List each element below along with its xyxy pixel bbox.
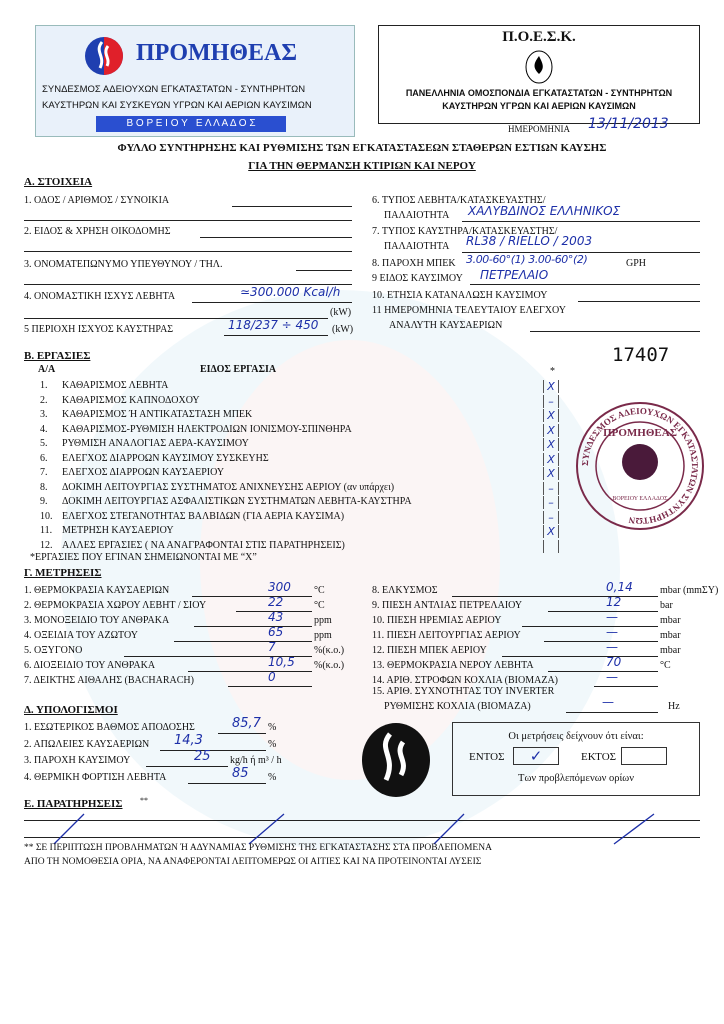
inverter-label: 15. ΑΡΙΘ. ΣΥΧΝΟΤΗΤΑΣ ΤΟΥ INVERTER: [372, 686, 555, 697]
task-number: 6.: [40, 452, 48, 464]
boiler-age-label: ΠΑΛΑΙΟΤΗΤΑ: [384, 210, 450, 221]
boiler-type-value: ΧΑΛΥΒΔΙΝΟΣ ΕΛΛΗΝΙΚΟΣ: [468, 204, 621, 218]
measurement-unit: %(κ.ο.): [314, 660, 345, 671]
burner-type-label: 7. ΤΥΠΟΣ ΚΑΥΣΤΗΡΑ/ΚΑΤΑΣΚΕΥΑΣΤΗΣ/: [372, 226, 558, 237]
calculation-label: 2. ΑΠΩΛΕΙΕΣ ΚΑΥΣΑΕΡΙΩΝ: [24, 738, 150, 750]
task-label: ΔΟΚΙΜΗ ΛΕΙΤΟΥΡΓΙΑΣ ΑΣΦΑΛΙΣΤΙΚΩΝ ΣΥΣΤΗΜΑΤΩΝ ΛΕΒΗΤΑ-ΚΑΥΣΤΗΡΑ: [62, 496, 412, 507]
measurement-value: 22: [268, 595, 284, 609]
measurement-label: 2. ΘΕΡΜΟΚΡΑΣΙΑ ΧΩΡΟΥ ΛΕΒΗΤ / ΣΙΟΥ: [24, 600, 207, 611]
promitheas-logo: [35, 25, 355, 137]
task-checkbox[interactable]: –: [543, 496, 559, 509]
boiler-power-field[interactable]: [192, 302, 352, 303]
building-type-field[interactable]: [200, 237, 352, 238]
task-label: ΕΛΕΓΧΟΣ ΔΙΑΡΡΟΩΝ ΚΑΥΣΙΜΟΥ ΣΥΣΚΕΥΗΣ: [62, 452, 269, 464]
date-value: 13/11/2013: [588, 116, 669, 132]
measurement-field[interactable]: [502, 656, 658, 657]
burner-type-value: RL38 / RIELLO / 2003: [466, 234, 593, 248]
burner-age-label: ΠΑΛΑΙΟΤΗΤΑ: [384, 241, 450, 252]
inverter-value: —: [602, 695, 614, 709]
gph-unit: GPH: [626, 258, 647, 269]
measurement-field[interactable]: [174, 641, 312, 642]
task-number: 1.: [40, 380, 48, 391]
calculation-value: 25: [194, 749, 211, 764]
section-a-title: Α. ΣΤΟΙΧΕΙΑ: [24, 176, 93, 188]
poesk-line1: ΠΑΝΕΛΛΗΝΙΑ ΟΜΟΣΠΟΝΔΙΑ ΕΓΚΑΤΑΣΤΑΤΩΝ - ΣΥΝΤΗΡΗΤΩΝ: [405, 88, 673, 98]
task-checkbox[interactable]: [543, 540, 559, 553]
section-e-title: Ε. ΠΑΡΑΤΗΡΗΣΕΙΣ: [24, 798, 123, 810]
measurement-field[interactable]: [544, 641, 658, 642]
svg-text:ΒΟΡΕΙΟΥ ΕΛΛΑΔΟΣ: ΒΟΡΕΙΟΥ ΕΛΛΑΔΟΣ: [612, 496, 668, 502]
footnote-2: ΑΠΟ ΤΗ ΝΟΜΟΘΕΣΙΑ ΟΡΙΑ, ΝΑ ΑΝΑΦΕΡΟΝΤΑΙ ΛΕΠΤΟΜΕΡΩΣ ΟΙ ΑΙΤΙΕΣ ΚΑΙ ΝΑ ΠΡΟΤΕΙΝΟΝΤΑΙ ΛΥΣΕΙΣ: [24, 857, 482, 867]
measurement-label: 13. ΘΕΡΜΟΚΡΑΣΙΑ ΝΕΡΟΥ ΛΕΒΗΤΑ: [372, 660, 534, 671]
form-title: ΦΥΛΛΟ ΣΥΝΤΗΡΗΣΗΣ ΚΑΙ ΡΥΘΜΙΣΗΣ ΤΩΝ ΕΓΚΑΤΑΣΤΑΣΕΩΝ ΣΤΑΘΕΡΩΝ ΕΣΤΙΩΝ ΚΑΥΣΗΣ: [117, 142, 607, 154]
measurement-value: 43: [268, 610, 284, 624]
measurement-field[interactable]: [188, 671, 312, 672]
inside-checkbox[interactable]: ✓: [513, 747, 559, 765]
measurement-value: 0,14: [606, 580, 633, 594]
measurement-label: 11. ΠΙΕΣΗ ΛΕΙΤΟΥΡΓΙΑΣ ΑΕΡΙΟΥ: [372, 630, 521, 641]
kw-unit: (kW): [330, 307, 352, 318]
task-label: ΑΛΛΕΣ ΕΡΓΑΣΙΕΣ ( ΝΑ ΑΝΑΓΡΑΦΟΝΤΑΙ ΣΤΙΣ ΠΑΡΑΤΗΡΗΣΕΙΣ): [62, 539, 345, 551]
section-d-title: Δ. ΥΠΟΛΟΓΙΣΜΟΙ: [24, 704, 118, 716]
task-label: ΚΑΘΑΡΙΣΜΟΣ ΚΑΠΝΟΔΟΧΟΥ: [62, 394, 200, 406]
task-number: 8.: [40, 481, 48, 493]
annual-consumption-field[interactable]: [578, 301, 700, 302]
task-label: ΕΛΕΓΧΟΣ ΣΤΕΓΑΝΟΤΗΤΑΣ ΒΑΛΒΙΔΩΝ (ΓΙΑ ΑΕΡΙΑ ΚΑΥΣΙΜΑ): [62, 510, 345, 522]
street-field[interactable]: [232, 206, 352, 207]
measurement-unit: mbar: [660, 645, 681, 656]
form-subtitle: ΓΙΑ ΤΗΝ ΘΕΡΜΑΝΣΗ ΚΤΙΡΙΩΝ ΚΑΙ ΝΕΡΟΥ: [248, 160, 476, 172]
measurement-field[interactable]: [192, 596, 312, 597]
limits-title: Οι μετρήσεις δείχνουν ότι είναι:: [508, 731, 644, 742]
calculation-field[interactable]: [146, 766, 228, 767]
task-checkbox[interactable]: –: [543, 395, 559, 408]
building-type-label: 2. ΕΙΔΟΣ & ΧΡΗΣΗ ΟΙΚΟΔΟΜΗΣ: [24, 226, 171, 237]
measurement-unit: ppm: [314, 615, 332, 626]
poesk-name: Π.Ο.Ε.Σ.Κ.: [502, 29, 576, 45]
measurement-label: 7. ΔΕΙΚΤΗΣ ΑΙΘΑΛΗΣ (BACHARACH): [24, 675, 194, 686]
measurement-value: —: [606, 625, 618, 639]
form-number: 17407: [612, 344, 670, 366]
task-number: 2.: [40, 394, 48, 406]
footnote-1: ** ΣΕ ΠΕΡΙΠΤΩΣΗ ΠΡΟΒΛΗΜΑΤΩΝ Ή ΑΔΥΝΑΜΙΑΣ ΡΥΘΜΙΣΗΣ ΤΗΣ ΕΓΚΑΤΑΣΤΑΣΗΣ ΣΤΑ ΠΡΟΒΛΕΠΟΜΕΝΑ: [24, 843, 492, 853]
measurement-unit: mbar: [660, 615, 681, 626]
task-number: 5.: [40, 438, 48, 449]
stars: **: [140, 796, 148, 805]
measurement-field[interactable]: [548, 671, 658, 672]
outside-checkbox[interactable]: [621, 747, 667, 765]
burner-range-label: 5 ΠΕΡΙΟΧΗ ΙΣΧΥΟΣ ΚΑΥΣΤΗΡΑΣ: [24, 324, 174, 335]
inverter-label-2: ΡΥΘΜΙΣΗΣ ΚΟΧΛΙΑ (ΒΙΟΜΑΖΑ): [384, 701, 531, 712]
task-label: ΚΑΘΑΡΙΣΜΟΣ-ΡΥΘΜΙΣΗ ΗΛΕΚΤΡΟΔΙΩΝ ΙΟΝΙΣΜΟΥ-ΣΠΙΝΘΗΡΑ: [62, 423, 352, 435]
responsible-field[interactable]: [296, 270, 352, 271]
limits-box: [452, 722, 700, 796]
calculation-unit: %: [268, 771, 277, 783]
measurement-value: 10,5: [268, 655, 295, 669]
section-c-title: Γ. ΜΕΤΡΗΣΕΙΣ: [24, 567, 102, 579]
nozzle-label: 8. ΠΑΡΟΧΗ ΜΠΕΚ: [372, 258, 456, 269]
flame-emblem-icon: [360, 722, 432, 798]
limits-footer: Των προβλεπόμενων ορίων: [518, 773, 634, 784]
measurement-field[interactable]: [594, 686, 658, 687]
fuel-type-value: ΠΕΤΡΕΛΑΙΟ: [480, 268, 549, 282]
task-label: ΡΥΘΜΙΣΗ ΑΝΑΛΟΓΙΑΣ ΑΕΡΑ-ΚΑΥΣΙΜΟΥ: [62, 438, 249, 449]
boiler-power-label: 4. ΟΝΟΜΑΣΤΙΚΗ ΙΣΧΥΣ ΛΕΒΗΤΑ: [24, 291, 176, 302]
boiler-type-field[interactable]: [462, 221, 700, 222]
calculation-value: 14,3: [174, 732, 203, 748]
logo-name: ΠΡΟΜΗΘΕΑΣ: [136, 40, 298, 66]
calculation-label: 4. ΘΕΡΜΙΚΗ ΦΟΡΤΙΣΗ ΛΕΒΗΤΑ: [24, 771, 167, 783]
task-number: 4.: [40, 423, 48, 435]
responsible-label: 3. ΟΝΟΜΑΤΕΠΩΝΥΜΟ ΥΠΕΥΘΥΝΟΥ / ΤΗΛ.: [24, 259, 223, 270]
task-checkbox[interactable]: X: [543, 453, 559, 466]
task-checkbox[interactable]: –: [543, 482, 559, 495]
measurement-value: —: [606, 640, 618, 654]
kw-unit: (kW): [332, 324, 354, 335]
measurement-value: 70: [606, 655, 622, 669]
svg-text:ΠΡΟΜΗΘΕΑΣ: ΠΡΟΜΗΘΕΑΣ: [603, 427, 677, 439]
inside-label: ΕΝΤΟΣ: [469, 751, 505, 763]
boiler-type-label: 6. ΤΥΠΟΣ ΛΕΒΗΤΑ/ΚΑΤΑΣΚΕΥΑΣΤΗΣ/: [372, 195, 546, 206]
poesk-logo: [378, 25, 700, 124]
nozzle-value: 3.00-60°(1) 3.00-60°(2): [466, 253, 588, 266]
task-label: ΕΛΕΓΧΟΣ ΔΙΑΡΡΟΩΝ ΚΑΥΣΑΕΡΙΟΥ: [62, 467, 225, 478]
hz-unit: Hz: [668, 701, 680, 712]
task-label: ΚΑΘΑΡΙΣΜΟΣ Ή ΑΝΤΙΚΑΤΑΣΤΑΣΗ ΜΠΕΚ: [62, 409, 253, 420]
measurement-value: 0: [268, 670, 276, 684]
section-b-title: Β. ΕΡΓΑΣΙΕΣ: [24, 350, 91, 362]
measurement-field[interactable]: [522, 626, 658, 627]
measurement-field[interactable]: [228, 686, 312, 687]
measurement-label: 9. ΠΙΕΣΗ ΑΝΤΛΙΑΣ ΠΕΤΡΕΛΑΙΟΥ: [372, 600, 523, 611]
burner-range-field[interactable]: [224, 335, 328, 336]
date-label: ΗΜΕΡΟΜΗΝΙΑ: [508, 124, 571, 134]
measurement-value: 65: [268, 625, 284, 639]
flame-logo-icon: [84, 34, 124, 78]
measurement-unit: °C: [314, 585, 325, 596]
task-number: 9.: [40, 496, 48, 507]
measurement-field[interactable]: [452, 596, 658, 597]
street-label: 1. ΟΔΟΣ / ΑΡΙΘΜΟΣ / ΣΥΝΟΙΚΙΑ: [24, 195, 170, 206]
calculation-label: 3. ΠΑΡΟΧΗ ΚΑΥΣΙΜΟΥ: [24, 755, 131, 766]
col-aa: Α/Α: [38, 364, 56, 375]
calculation-unit: %: [268, 722, 277, 733]
burner-range-value: 118/237 ÷ 450: [228, 318, 319, 332]
last-check-field[interactable]: [530, 331, 700, 332]
task-number: 3.: [40, 409, 48, 420]
task-checkbox[interactable]: –: [543, 511, 559, 524]
measurement-label: 6. ΔΙΟΞΕΙΔΙΟ ΤΟΥ ΑΝΘΡΑΚΑ: [24, 660, 156, 671]
task-number: 12.: [40, 539, 53, 551]
task-checkbox[interactable]: X: [543, 438, 559, 451]
last-check-label: 11 ΗΜΕΡΟΜΗΝΙΑ ΤΕΛΕΥΤΑΙΟΥ ΕΛΕΓΧΟΥ: [372, 305, 566, 316]
measurement-label: 14. ΑΡΙΘ. ΣΤΡΟΦΩΝ ΚΟΧΛΙΑ (ΒΙΟΜΑΖΑ): [372, 675, 559, 686]
col-type: ΕΙΔΟΣ ΕΡΓΑΣΙΑ: [200, 364, 277, 375]
task-number: 7.: [40, 467, 48, 478]
annual-consumption-label: 10. ΕΤΗΣΙΑ ΚΑΤΑΝΑΛΩΣΗ ΚΑΥΣΙΜΟΥ: [372, 290, 548, 301]
last-check-label-2: ΑΝΑΛΥΤΗ ΚΑΥΣΑΕΡΙΩΝ: [389, 320, 503, 331]
task-checkbox[interactable]: X: [543, 380, 559, 393]
inverter-field[interactable]: [566, 712, 658, 713]
outside-label: ΕΚΤΟΣ: [581, 751, 617, 763]
task-label: ΔΟΚΙΜΗ ΛΕΙΤΟΥΡΓΙΑΣ ΣΥΣΤΗΜΑΤΟΣ ΑΝΙΧΝΕΥΣΗΣ ΑΕΡΙΟΥ (αν υπάρχει): [62, 481, 395, 493]
logo-line2: ΚΑΥΣΤΗΡΩΝ ΚΑΙ ΣΥΣΚΕΥΩΝ ΥΓΡΩΝ ΚΑΙ ΑΕΡΙΩΝ ΚΑΥΣΙΜΩΝ: [42, 100, 312, 111]
divider: [24, 251, 352, 252]
calculation-value: 85: [232, 765, 249, 781]
calculation-label: 1. ΕΣΩΤΕΡΙΚΟΣ ΒΑΘΜΟΣ ΑΠΟΔΟΣΗΣ: [24, 722, 195, 733]
measurement-label: 8. ΕΛΚΥΣΜΟΣ: [372, 585, 438, 596]
logo-line1: ΣΥΝΔΕΣΜΟΣ ΑΔΕΙΟΥΧΩΝ ΕΓΚΑΤΑΣΤΑΤΩΝ - ΣΥΝΤΗΡΗΤΩΝ: [42, 84, 306, 95]
boiler-power-value: ≃300.000 Kcal/h: [240, 285, 341, 299]
measurement-label: 10. ΠΙΕΣΗ ΗΡΕΜΙΑΣ ΑΕΡΙΟΥ: [372, 615, 502, 626]
task-checkbox[interactable]: X: [543, 525, 559, 538]
col-mark: *: [550, 366, 555, 377]
task-checkbox[interactable]: X: [543, 424, 559, 437]
measurement-label: 5. ΟΞΥΓΟΝΟ: [24, 645, 83, 656]
measurement-field[interactable]: [548, 611, 658, 612]
measurement-unit: °C: [660, 660, 671, 671]
calculation-unit: %: [268, 738, 277, 750]
task-checkbox[interactable]: X: [543, 409, 559, 422]
measurement-value: 7: [268, 640, 276, 654]
task-number: 10.: [40, 510, 53, 522]
measurement-value: 300: [268, 580, 291, 594]
measurement-label: 3. ΜΟΝΟΞΕΙΔΙΟ ΤΟΥ ΑΝΘΡΑΚΑ: [24, 615, 170, 626]
task-checkbox[interactable]: X: [543, 467, 559, 480]
calculation-field[interactable]: [218, 733, 266, 734]
calculation-unit: kg/h ή m³ / h: [230, 755, 282, 766]
measurement-field[interactable]: [194, 626, 312, 627]
measurement-value: —: [606, 670, 618, 684]
fuel-type-field[interactable]: [470, 284, 700, 285]
measurement-unit: ppm: [314, 630, 332, 641]
street-field-2[interactable]: [24, 220, 352, 221]
measurement-value: —: [606, 610, 618, 624]
calculation-value: 85,7: [232, 716, 261, 731]
measurement-value: 12: [606, 595, 622, 609]
measurement-unit: °C: [314, 600, 325, 611]
task-number: 11.: [40, 525, 53, 536]
calculation-field[interactable]: [188, 783, 266, 784]
task-label: ΜΕΤΡΗΣΗ ΚΑΥΣΑΕΡΙΟΥ: [62, 525, 174, 536]
measurement-unit: mbar (mmΣΥ): [660, 585, 719, 596]
measurement-label: 1. ΘΕΡΜΟΚΡΑΣΙΑ ΚΑΥΣΑΕΡΙΩΝ: [24, 585, 170, 596]
measurement-unit: mbar: [660, 630, 681, 641]
measurement-label: 12. ΠΙΕΣΗ ΜΠΕΚ ΑΕΡΙΟΥ: [372, 645, 487, 656]
tasks-note: *ΕΡΓΑΣΙΕΣ ΠΟΥ ΕΓΙΝΑΝ ΣΗΜΕΙΩΝΟΝΤΑΙ ΜΕ “Χ”: [30, 552, 257, 563]
measurement-label: 4. ΟΞΕΙΔΙΑ ΤΟΥ ΑΖΩΤΟΥ: [24, 630, 138, 641]
measurement-unit: %(κ.ο.): [314, 645, 345, 656]
strike-marks: [24, 808, 700, 846]
fire-icon: [524, 50, 554, 84]
poesk-line2: ΚΑΥΣΤΗΡΩΝ ΥΓΡΩΝ ΚΑΙ ΑΕΡΙΩΝ ΚΑΥΣΙΜΩΝ: [442, 101, 636, 111]
association-stamp: [574, 400, 706, 532]
fuel-type-label: 9 ΕΙΔΟΣ ΚΑΥΣΙΜΟΥ: [372, 273, 463, 284]
svg-text:ΣΥΝΔΕΣΜΟΣ ΑΔΕΙΟΥΧΩΝ ΕΓΚΑΤΑΣΤΑΤ: ΣΥΝΔΕΣΜΟΣ ΑΔΕΙΟΥΧΩΝ ΕΓΚΑΤΑΣΤΑΤΩΝ ΣΥΝΤΗΡΗΤΩΝ: [579, 405, 701, 527]
task-label: ΚΑΘΑΡΙΣΜΟΣ ΛΕΒΗΤΑ: [62, 380, 169, 391]
measurement-unit: bar: [660, 600, 673, 611]
logo-region: Β Ο Ρ Ε Ι Ο Υ Ε Λ Λ Α Δ Ο Σ: [96, 116, 286, 132]
calculation-field[interactable]: [160, 750, 266, 751]
